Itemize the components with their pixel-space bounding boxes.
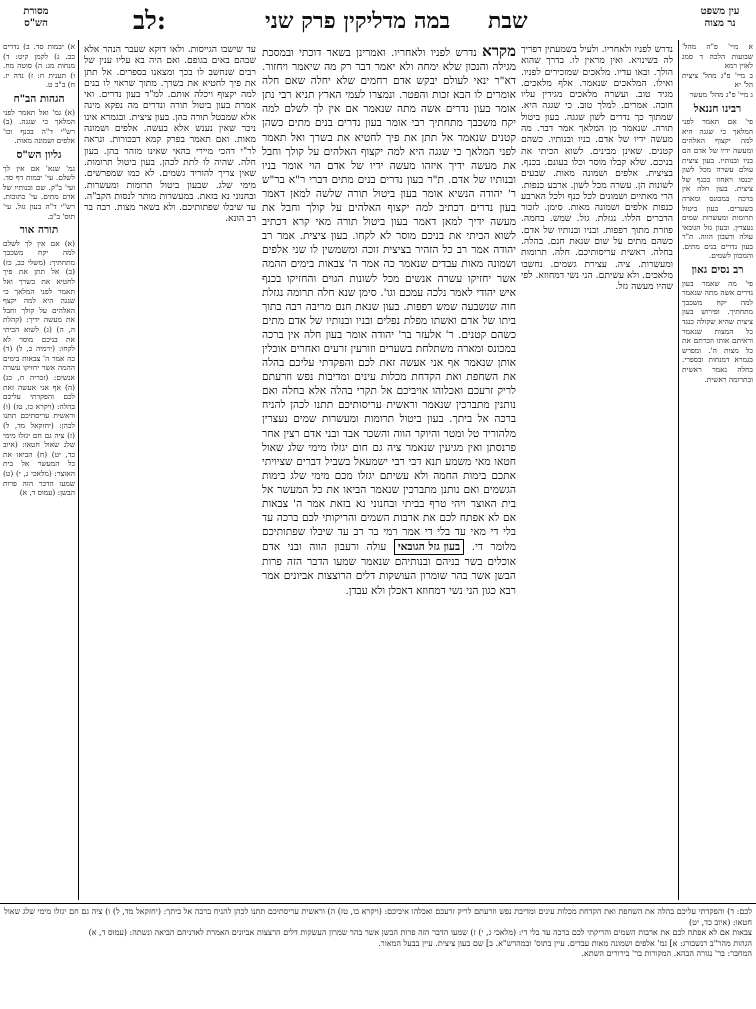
left-margin-column — [3, 42, 75, 900]
bottom-line: המחבר: בר' נגורה הבהא. המקורות בר' בירורים השתא. — [581, 949, 752, 959]
main-opening-rest: נדרש לפניו ולאחריו. ואמרינן בשאר דוכתי ובמסכת מגילה והנכון שלא ימחה ולא יאמר דבר רק מה שיאמר ויחזור. דא"ר ינאי לעולם יבקש אדם רחמים שלא יחלה שאם חלה אומרים לו הבא זכות והפטר. — [262, 47, 516, 102]
main-body: ונמצרו לעמי הארץ תניא רבי נתן אומר בעון נדרים אשה מתה שנאמר אם אין לך לשלם למה יקח משכבך מתחתיך רבי אומר בעון נדרים בנים מתים כשהן קטנים שנאמר אל תתן את פיך לחטיא את בשרך ואל תאמר לפני המלאך כי שגגה היא למה יקצוף האלהים על קולך וחבל את מעשה ידיך איזהו מעשה ידיו של אדם הוי אומר בניו ובנותיו של אדם. ת"ר בעון נדרים בנים מתים דברי ר"א בר"ש ר' יהודה הנשיא אומר בעון ביטול תורה שלשה למאן דאמר בעון נדרים דכתיב למה יקצוף האלהים על קולך וחבל את מעשה ידיך למאן דאמר בעון ביטול תורה מאי קרא דכתיב לשוא הכיתי את בניכם מוסר לא לקחו. בעון ציצית. אמר רב יהודה אמר רב כל הזהיר בציצית זוכה ומשמשין לו שני אלפים ושמונה מאות עבדים שנאמר כה אמר ה' צבאות בימים ההמה אשר יחזיקו עשרה אנשים מכל לשונות הגוים והחזיקו בכנף איש יהודי לאמר נלכה עמכם וגו'. סימן שנא חלה תרומה נגזלת חוה שנשבעה שמש רפפות. בעון שנאת חנם מריבה רבה בתוך ביתו של אדם ואשתו מפלת נפלים ובניו ובנותיו של אדם מתים כשהם קטנים. ר' אלעזר בר' יהודה אומר בעון חלה אין ברכה במכונס ומארה משתלחת בשערים וזורעין זרעים ואחרים אוכלין אותן שנאמר אף אני אעשה זאת לכם והפקדתי עליכם בהלה את השחפת ואת הקדחת מכלות עינים ומדיבות נפש וזרעתם לריק זרעכם ואכלוהו אויביכם אל תקרי בהלה אלא בחלה ואם נותנין מתברכין שנאמר וראשית עריסותיכם תתנו לכהן להניח ברכה אל ביתך. בעון ביטול תרומות ומעשרות שמים נעצרין מלהוריד טל ומטר והיוקר הווה והשכר אבד ובני אדם רצין אחר פרנסתן ואין מגיעין שנאמר ציה גם חום יגזלו מימי שלג שאול חטאו מאי משמע תנא דבי רבי ישמעאל בשביל דברים שציויתי אתכם בימות החמה ולא עשיתם יגזלו מכם מימי שלג בימות הגשמים ואם נותנן מתברכין שנאמר הביאו את כל המעשר אל בית האוצר ויהי טרף בביתי ובחנוני נא בזאת אמר ה' צבאות אם לא אפתח לכם את ארבות השמים והריקותי לכם ברכה עד בלי די מאי עד בלי די אמר רמי בר רב עד שיבלו שפתותיכם מלומר די. — [262, 89, 516, 554]
hagahot-text: (א) גמ' ואל תאמר לפני המלאך כי שגגה. (ב) רש"י ד"ה בכנף וכו' אלפים ושמונה מאות. — [3, 107, 75, 146]
ein-mishpat-item: א מיי' פ"ה מהל' שבועות הלכה ד סמג לאוין רמא — [682, 42, 753, 71]
page-header — [0, 4, 756, 40]
hagahot-title: הגהות הב"ח — [13, 92, 65, 105]
rav-nissim-title: רב נסים גאון — [691, 264, 744, 277]
tosafot-text: עד שישבו הגייסות. ולאו דוקא שעבר הנהר אלא שבהם באים בגופם. ואם היה בא עליו ענין של רבים שנחשב לו בכך ומצאנו בספרים. אל תתן את פיך לחטיא את בשרך. מתוך שראוי לו בנים למה יקצוף ויכלה אותם. למ"ד בעון נדרים. ואי אמרת בעון ביטול תורה ונדרים מה נפקא מינה אלא שמבטל תורה בהן. בעון ציצית. ובגמרא אינו ניכר שאין נענש אלא בעשה. אלפים ושמונה מאות. ואם תאמר בפרק קמא דבכורות. ונראה לר"י דהכי מיירי בהאי שאינו מזהר בהן. בעון חלה. שהיה לו לתת לכהן. בעון ביטול תרומות. שאין צריך להוריד גשמים. לא כמו שמפרשים. מימי שלג. שבעון ביטול תרומות ומעשרות. ובחנוני נא בזאת. במעשרות מותר לנסות הקב"ה. עד שיבלו שפתותיכם. ולא בשאר מצות. רבה בר רב הונא. — [84, 44, 256, 225]
rashi-text: נדרש לפניו ולאחריו. ולעיל בשמעתין דפריך לה בשינויא. ואין מראין לו. בדרך שהוא הולך. ובאו עדיו. מלאכים שמזכירים לפניו. ואילו. המלאכים שנאמר. אלף מלאכים. מגיד טוב. ועשרה מלאכים מגידין עליו חובה. אמרים. למלך טוב. כי שגגה היא. שמתוך כך נדרים לשון שגגה. בעון ביטול תורה. שנאמר מן המלאך אמר דבר. מה מעשה ידיו של אדם. בניו ובנותיו. כשהם קטנים. שאינן מבינים. לשוא הכיתי את בניכם. שלא קבלו מוסר וכלו בעונם. בכנף. בציצית. אלפים ושמונה מאות. שבעים לשונות הן. עשרה מכל לשון. ארבע כנפות. הרי מאתיים ושמונים לכל כנף ולכל הארבע כנפות אלפים ושמונה מאות. סימן. לזכור הדברים הללו. נגזלת. גזל. שמש. בחמה. פוזרת מתוך רפפות. ובניו ובנותיו של אדם. כשהם מתים על שום שנאת חנם. בהלה. בחלה. ראשית עריסותיכם. חלה. תרומות ומעשרות. ציה. עצירת גשמים. נחשבו מלאכים. ולא עשיתם. הני נשי דמחוזא. לפי שהיו מעשה גזל. — [521, 44, 673, 293]
rashi-column — [521, 44, 673, 900]
rabbeinu-chananel-title: רבינו חננאל — [693, 102, 742, 115]
header-masechet: שבת — [488, 8, 528, 34]
header-daf: לב: — [133, 6, 166, 35]
gilyon-text: גמ' שנא' אם אין לך לשלם. עי' יבמות דף סד. ועי' ב"ק. שם ובנותיו של אדם מתים. עי' כתובות. רש"י ד"ה בעון גזל. עי' תוס' ב"ב. — [3, 163, 75, 221]
ein-mishpat-item: ב מיי' פ"ג מהל' ציצית הל' יא — [682, 70, 753, 90]
divider-bottom — [0, 903, 756, 904]
main-closing: עולה ורעבון הווה ובני אדם אוכלים בשר בניהם ובנותיהם שנאמר שמעו הדבר הזה פרות הבשן אשר בהר שומרון העושקות דלים הרוצצות אביונים אמר רבא כגון הני נשי דמחוזא דאכלן ולא עבדן. — [262, 541, 516, 597]
bottom-line: צבאות אם לא אפתח לכם את ארבות השמים והריקתי לכם ברכה עד בלי די: (מלאכי ג, י) ז) שמעו הדבר הזה פרות הבשן אשר בהר שמרון העשקות דלים הרצצות אביונים האמרת לאדניהם הביאה ונשתה: (עמוס ד, א) — [88, 928, 752, 938]
bottom-notes — [4, 907, 752, 1005]
header-right-label: עין משפט נר מצוה — [700, 6, 740, 29]
divider-right — [678, 40, 679, 900]
ein-mishpat-item: ג מיי' פ"ג מהל' מעשר — [689, 89, 753, 99]
rabbeinu-chananel-text: פי' אם תאמר לפני המלאך כי שגגה היא למה יקצוף האלהים ומעשה ידיו של אדם הם בניו ובנותיו. בעון ציצית עולם עשרה מכל לשון יכנסו ויאחזו בכנף של ציצית. בעון חלה אין ברכה במכונס ומארה בשערים. בעון ביטול תרומות ומעשרות שמים נעצרין. ובעון גזל הגובאי עולה ורעבון הווה. ת"ר בעון נדרים בנים מתים. והמכוון לשמים. — [682, 117, 753, 261]
gilyon-title: גליון הש"ס — [16, 148, 62, 161]
divider-left — [78, 40, 79, 900]
header-left-label: מסורת הש"ס — [23, 6, 49, 29]
bottom-line: הגהות מהר"ב רנשבורג: א] גמ' אלפים ושמונה מאות עבדים. עיין בתוס' ובמהרש"א. ב] שם בעון ציצית. עיין בבעל המאור. — [378, 938, 752, 948]
main-opening-word: מקרא — [482, 44, 516, 60]
tosafot-column — [84, 44, 256, 900]
masoret-text: א) יבמות סד. ב) נדרים כב. ג) לקמן קיט: ד) מנחות מג: ה) סוטה מח. ו) תענית ח: ז) נדה יז. ח) ב"ב ט. — [3, 42, 75, 90]
rav-nissim-text: פי' מה שאמר בעון נדרים אשה מתה שנאמר למה יקח משכבך מתחתיך. ופירוש בעון ציצית שהיא שקולה כנגד כל המצות שנאמר וראיתם אותו וזכרתם את כל מצות ה'. ומפרש בגמרא דמנחות ובספרי. בחלה נאמר ראשית ובתרומה ראשית. — [682, 278, 753, 384]
torah-or-text: (א) אם אין לך לשלם למה יקח משכבך מתחתיך: (משלי כב, כז) (ב) אל תתן את פיך לחטיא את בשרך ואל תאמר לפני המלאך כי שגגה היא למה יקצף האלהים על קולך וחבל את מעשה ידיך: (קהלת ה, ה) (ג) לשוא הכיתי את בניכם מוסר לא לקחו: (ירמיה ב, ל) (ד) כה אמר ה' צבאות בימים ההמה אשר יחזיקו עשרה אנשים: (זכריה ח, כג) (ה) אף אני אעשה זאת לכם והפקדתי עליכם בהלה: (ויקרא כו, טז) (ו) וראשית עריסתיכם תתנו לכהן: (יחזקאל מד, ל) (ז) ציה גם חם יגזלו מימי שלג שאול חטאו: (איוב כד, יט) (ח) הביאו את כל המעשר אל בית האוצר: (מלאכי ג, י) (ט) שמעו הדבר הזה פרות הבשן: (עמוס ד, א) — [3, 238, 75, 498]
bottom-line: לכם: ד) והפקדתי עליכם בהלה את השחפת ואת הקדחת מכלות עינים ומדיבת נפש וזרעתם לריק זרעכם ואכלהו איביכם: (ויקרא כו, טז) ה) וראשית עריסתיכם תתנו לכהן להניח ברכה אל ביתך: (יחזקאל מד, ל) ו) ציה גם חם יגזלו מימי שלג שאול חטאו: (איוב כד, יט) — [4, 907, 752, 927]
highlighted-passage: בעון גזל הגובאי — [394, 539, 464, 555]
gemara-main-text — [262, 44, 516, 900]
right-margin-column — [682, 42, 753, 900]
torah-or-title: תורה אור — [19, 224, 59, 237]
header-title: במה מדליקין פרק שני — [265, 8, 451, 34]
